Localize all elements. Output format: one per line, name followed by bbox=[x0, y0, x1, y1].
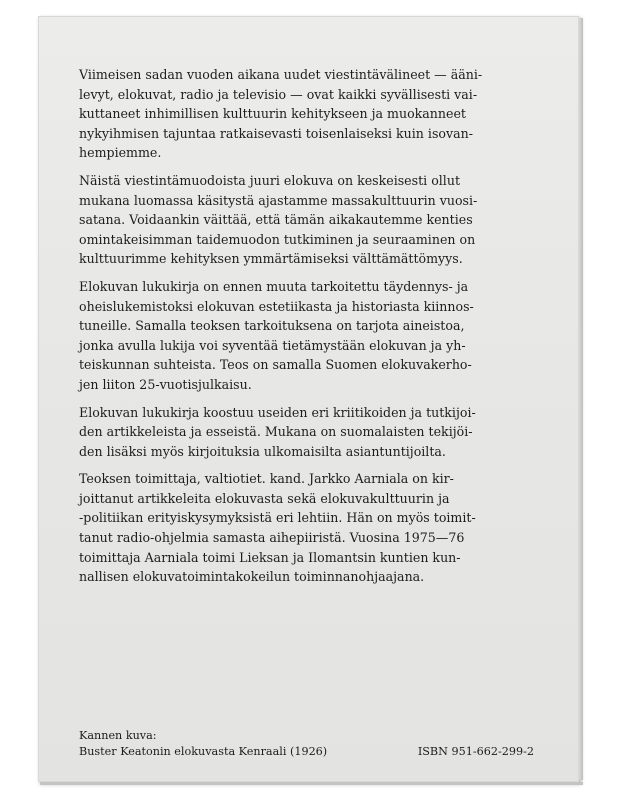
book-page-edge bbox=[579, 18, 583, 780]
blurb-paragraph-2: Näistä viestintämuodoista juuri elokuva on keskeisesti ollut mukana luomassa käsitystä ajastamme massakulttuurin vuosi- satana. Voidaankin väittää, että tämän aikakautemme kenties omintakeisimman taidemuodon tutkiminen ja seuraaminen on kulttuurimme kehityksen ymmärtämiseksi välttämättömyys. bbox=[79, 172, 478, 267]
cover-image-caption: Buster Keatonin elokuvasta Kenraali (1926) bbox=[79, 745, 328, 758]
blurb-paragraph-3: Elokuvan lukukirja on ennen muuta tarkoitettu täydennys- ja oheislukemistoksi elokuvan estetiikasta ja historiasta kiinnos- tuneille. Samalla teoksen tarkoituksena on tarjota aineistoa, jonka avulla lukija voi syventää tietämystään elokuvan ja yh- teiskunnan suhteista. Teos on samalla Suomen elokuvakerho- jen liiton 25-vuotisjulkaisu. bbox=[79, 278, 474, 392]
cover-credits bbox=[79, 728, 534, 760]
cover-credits-row bbox=[79, 744, 534, 760]
book-bottom-edge bbox=[40, 782, 583, 785]
blurb-paragraph-4: Elokuvan lukukirja koostuu useiden eri kriitikoiden ja tutkijoi- den artikkeleista ja esseistä. Mukana on suomalaisten tekijöi- den lisäksi myös kirjoituksia ulkomaisilta asiantuntijoilta. bbox=[79, 404, 476, 459]
isbn: ISBN 951-662-299-2 bbox=[417, 745, 534, 758]
blurb-text bbox=[79, 65, 534, 595]
cover-image-label: Kannen kuva: bbox=[79, 729, 157, 742]
blurb-paragraph-5: Teoksen toimittaja, valtiotiet. kand. Jarkko Aarniala on kir- joittanut artikkeleita elokuvasta sekä elokuvakulttuurin ja -politiikan erityiskysymyksistä eri lehtiin. Hän on myös toimit- tanut radio-ohjelmia samasta aihepiiristä. Vuosina 1975—76 toimittaja Aarniala toimi Lieksan ja Ilomantsin kuntien kun- nallisen elokuvatoimintakokeilun toiminnanohjaajana. bbox=[79, 471, 476, 585]
blurb-paragraph-1: Viimeisen sadan vuoden aikana uudet viestintävälineet — ääni- levyt, elokuvat, radio ja televisio — ovat kaikki syvällisesti vai- kuttaneet inhimillisen kulttuurin kehitykseen ja muokanneet nykyihmisen tajuntaa ratkaisevasti toisenlaiseksi kuin isovan- hempiemme. bbox=[79, 67, 483, 161]
